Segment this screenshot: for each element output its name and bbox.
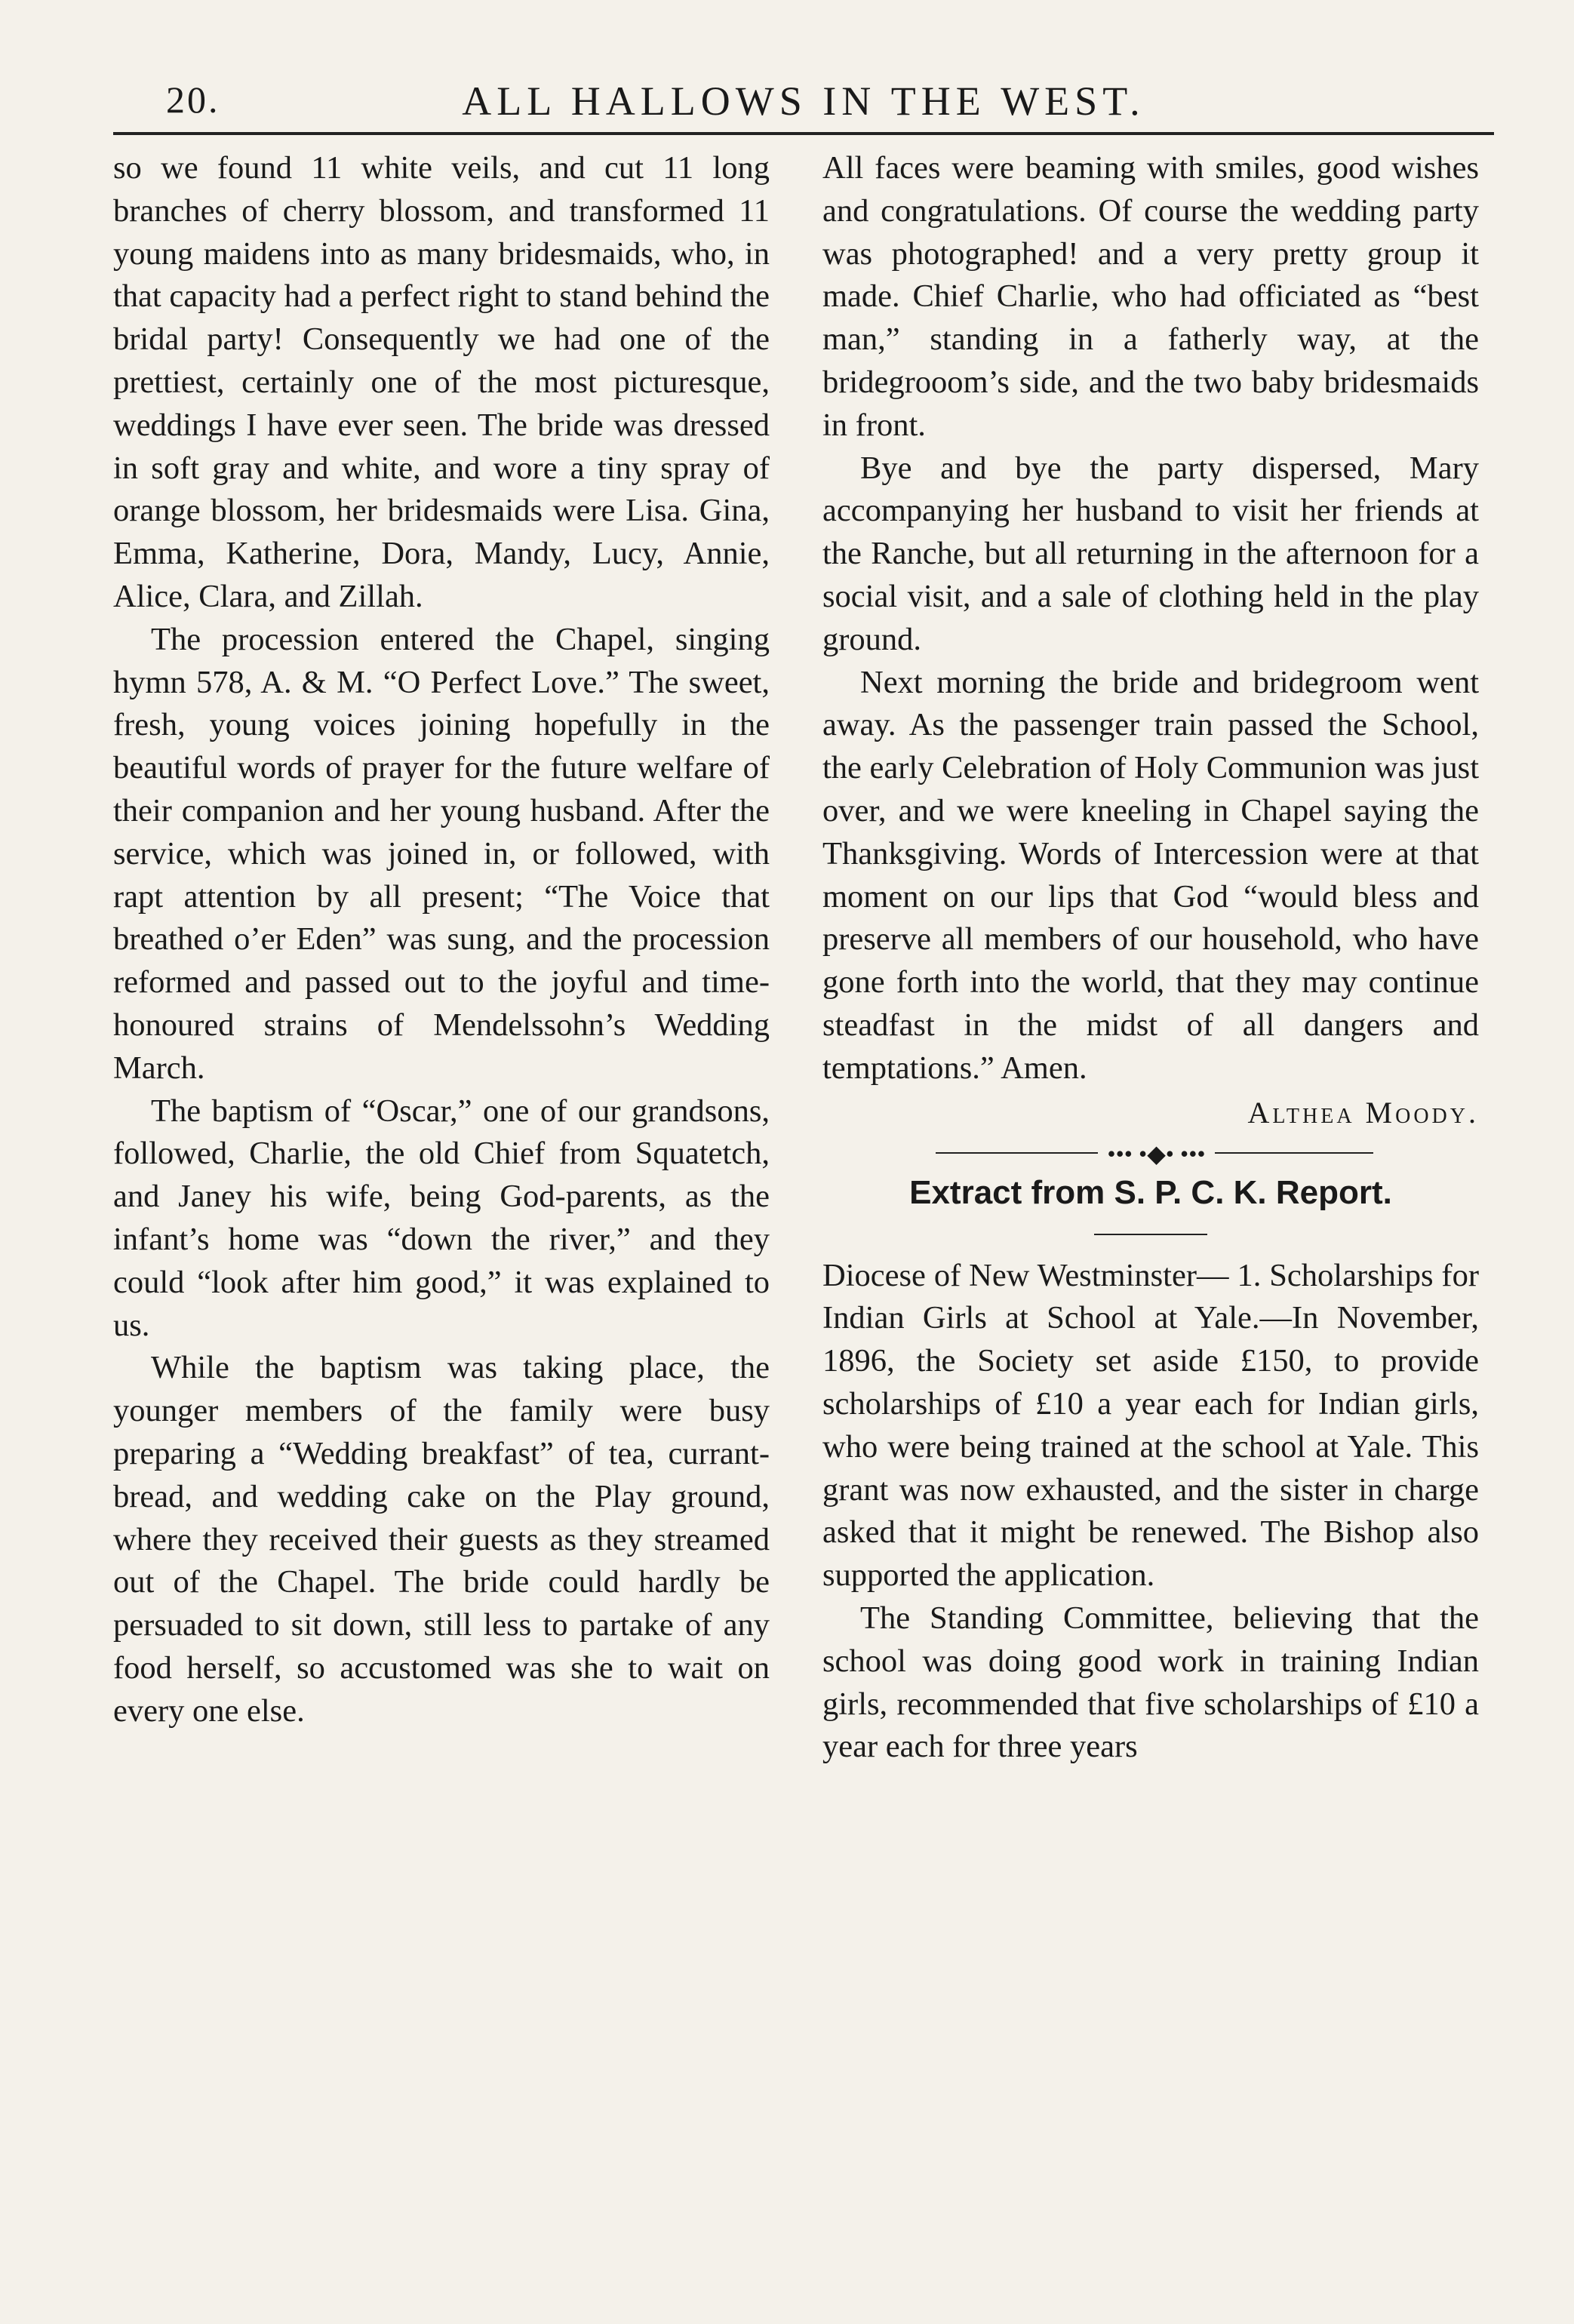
paragraph: so we found 11 white veils, and cut 11 long branches of cherry blossom, and transformed 11 young maidens into as many bridesmaids, who, in that capacity had a perfect right to stand behind the bridal party! Consequently we had one of the prettiest, certainly one of the most picturesque, weddings I have ever seen. The bride was dressed in soft gray and white, and wore a tiny spray of orange blossom, her bridesmaids were Lisa. Gina, Emma, Katherine, Dora, Mandy, Lucy, Annie, Alice, Clara, and Zillah.: [113, 150, 770, 614]
paragraph: Bye and bye the party dispersed, Mary accompanying her husband to visit her friends at the Ranche, but all returning in the afternoon for a social visit, and a sale of clothing held in the play ground.: [822, 450, 1479, 657]
page-number: 20.: [166, 78, 220, 121]
magazine-page: [113, 72, 1494, 2260]
paragraph: Next morning the bride and bridegroom went away. As the passenger train passed the School, the early Celebration of Holy Communion was just over, and we were kneeling in Chapel saying the Thanksgiving. Words of Intercession were at that moment on our lips that God “would bless and preserve all members of our household, who have gone forth into the world, that they may continue steadfast in the midst of all dangers and temptations.” Amen.: [822, 664, 1479, 1086]
paragraph: Diocese of New Westminster— 1. Scholarships for Indian Girls at School at Yale.—In November, 1896, the Society set aside £150, to provide scholarships of £10 a year each for Indian girls, who were being trained at the school at Yale. This grant was now exhausted, and the sister in charge asked that it might be renewed. The Bishop also supported the application.: [822, 1257, 1479, 1594]
article-columns: [113, 147, 1494, 2245]
page-header: [113, 72, 1494, 135]
left-column: [113, 147, 770, 2245]
paragraph: The Standing Committee, believing that the school was doing good work in training Indian girls, recommended that five scholarships of £10 a year each for three years: [822, 1600, 1479, 1765]
divider-rule-left: [936, 1152, 1098, 1154]
author-signature: Althea Moody.: [1247, 1095, 1479, 1130]
paragraph: The procession entered the Chapel, singing hymn 578, A. & M. “O Perfect Love.” The sweet, fresh, young voices joining hopefully in the beautiful words of prayer for the future welfare of their companion and her young husband. After the service, which was joined in, or followed, with rapt attention by all present; “The Voice that breathed o’er Eden” was sung, and the procession reformed and passed out to the joyful and time-honoured strains of Mendelssohn’s Wedding March.: [113, 621, 770, 1086]
heading-rule: [1094, 1234, 1207, 1235]
running-title: ALL HALLOWS IN THE WEST.: [462, 78, 1145, 124]
divider-rule-right: [1215, 1152, 1373, 1154]
section-divider: [822, 1139, 1479, 1169]
right-column: [822, 147, 1479, 2245]
paragraph: While the baptism was taking place, the younger members of the family were busy preparing a “Wedding breakfast” of tea, currant-bread, and wedding cake on the Play ground, where they received their guests as they streamed out of the Chapel. The bride could hardly be persuaded to sit down, still less to partake of any food herself, so accustomed was she to wait on every one else.: [113, 1350, 770, 1729]
ornament-icon: ••• •◆• •••: [1107, 1139, 1206, 1167]
paragraph: The baptism of “Oscar,” one of our grandsons, followed, Charlie, the old Chief from Squatetch, and Janey his wife, being God-parents, as the infant’s home was “down the river,” and they could “look after him good,” it was explained to us.: [113, 1093, 770, 1343]
paragraph: All faces were beaming with smiles, good wishes and congratulations. Of course the wedding party was photographed! and a very pretty group it made. Chief Charlie, who had officiated as “best man,” standing in a fatherly way, at the bridegrooom’s side, and the two baby bridesmaids in front.: [822, 150, 1479, 443]
section-heading: Extract from S. P. C. K. Report.: [909, 1173, 1392, 1211]
